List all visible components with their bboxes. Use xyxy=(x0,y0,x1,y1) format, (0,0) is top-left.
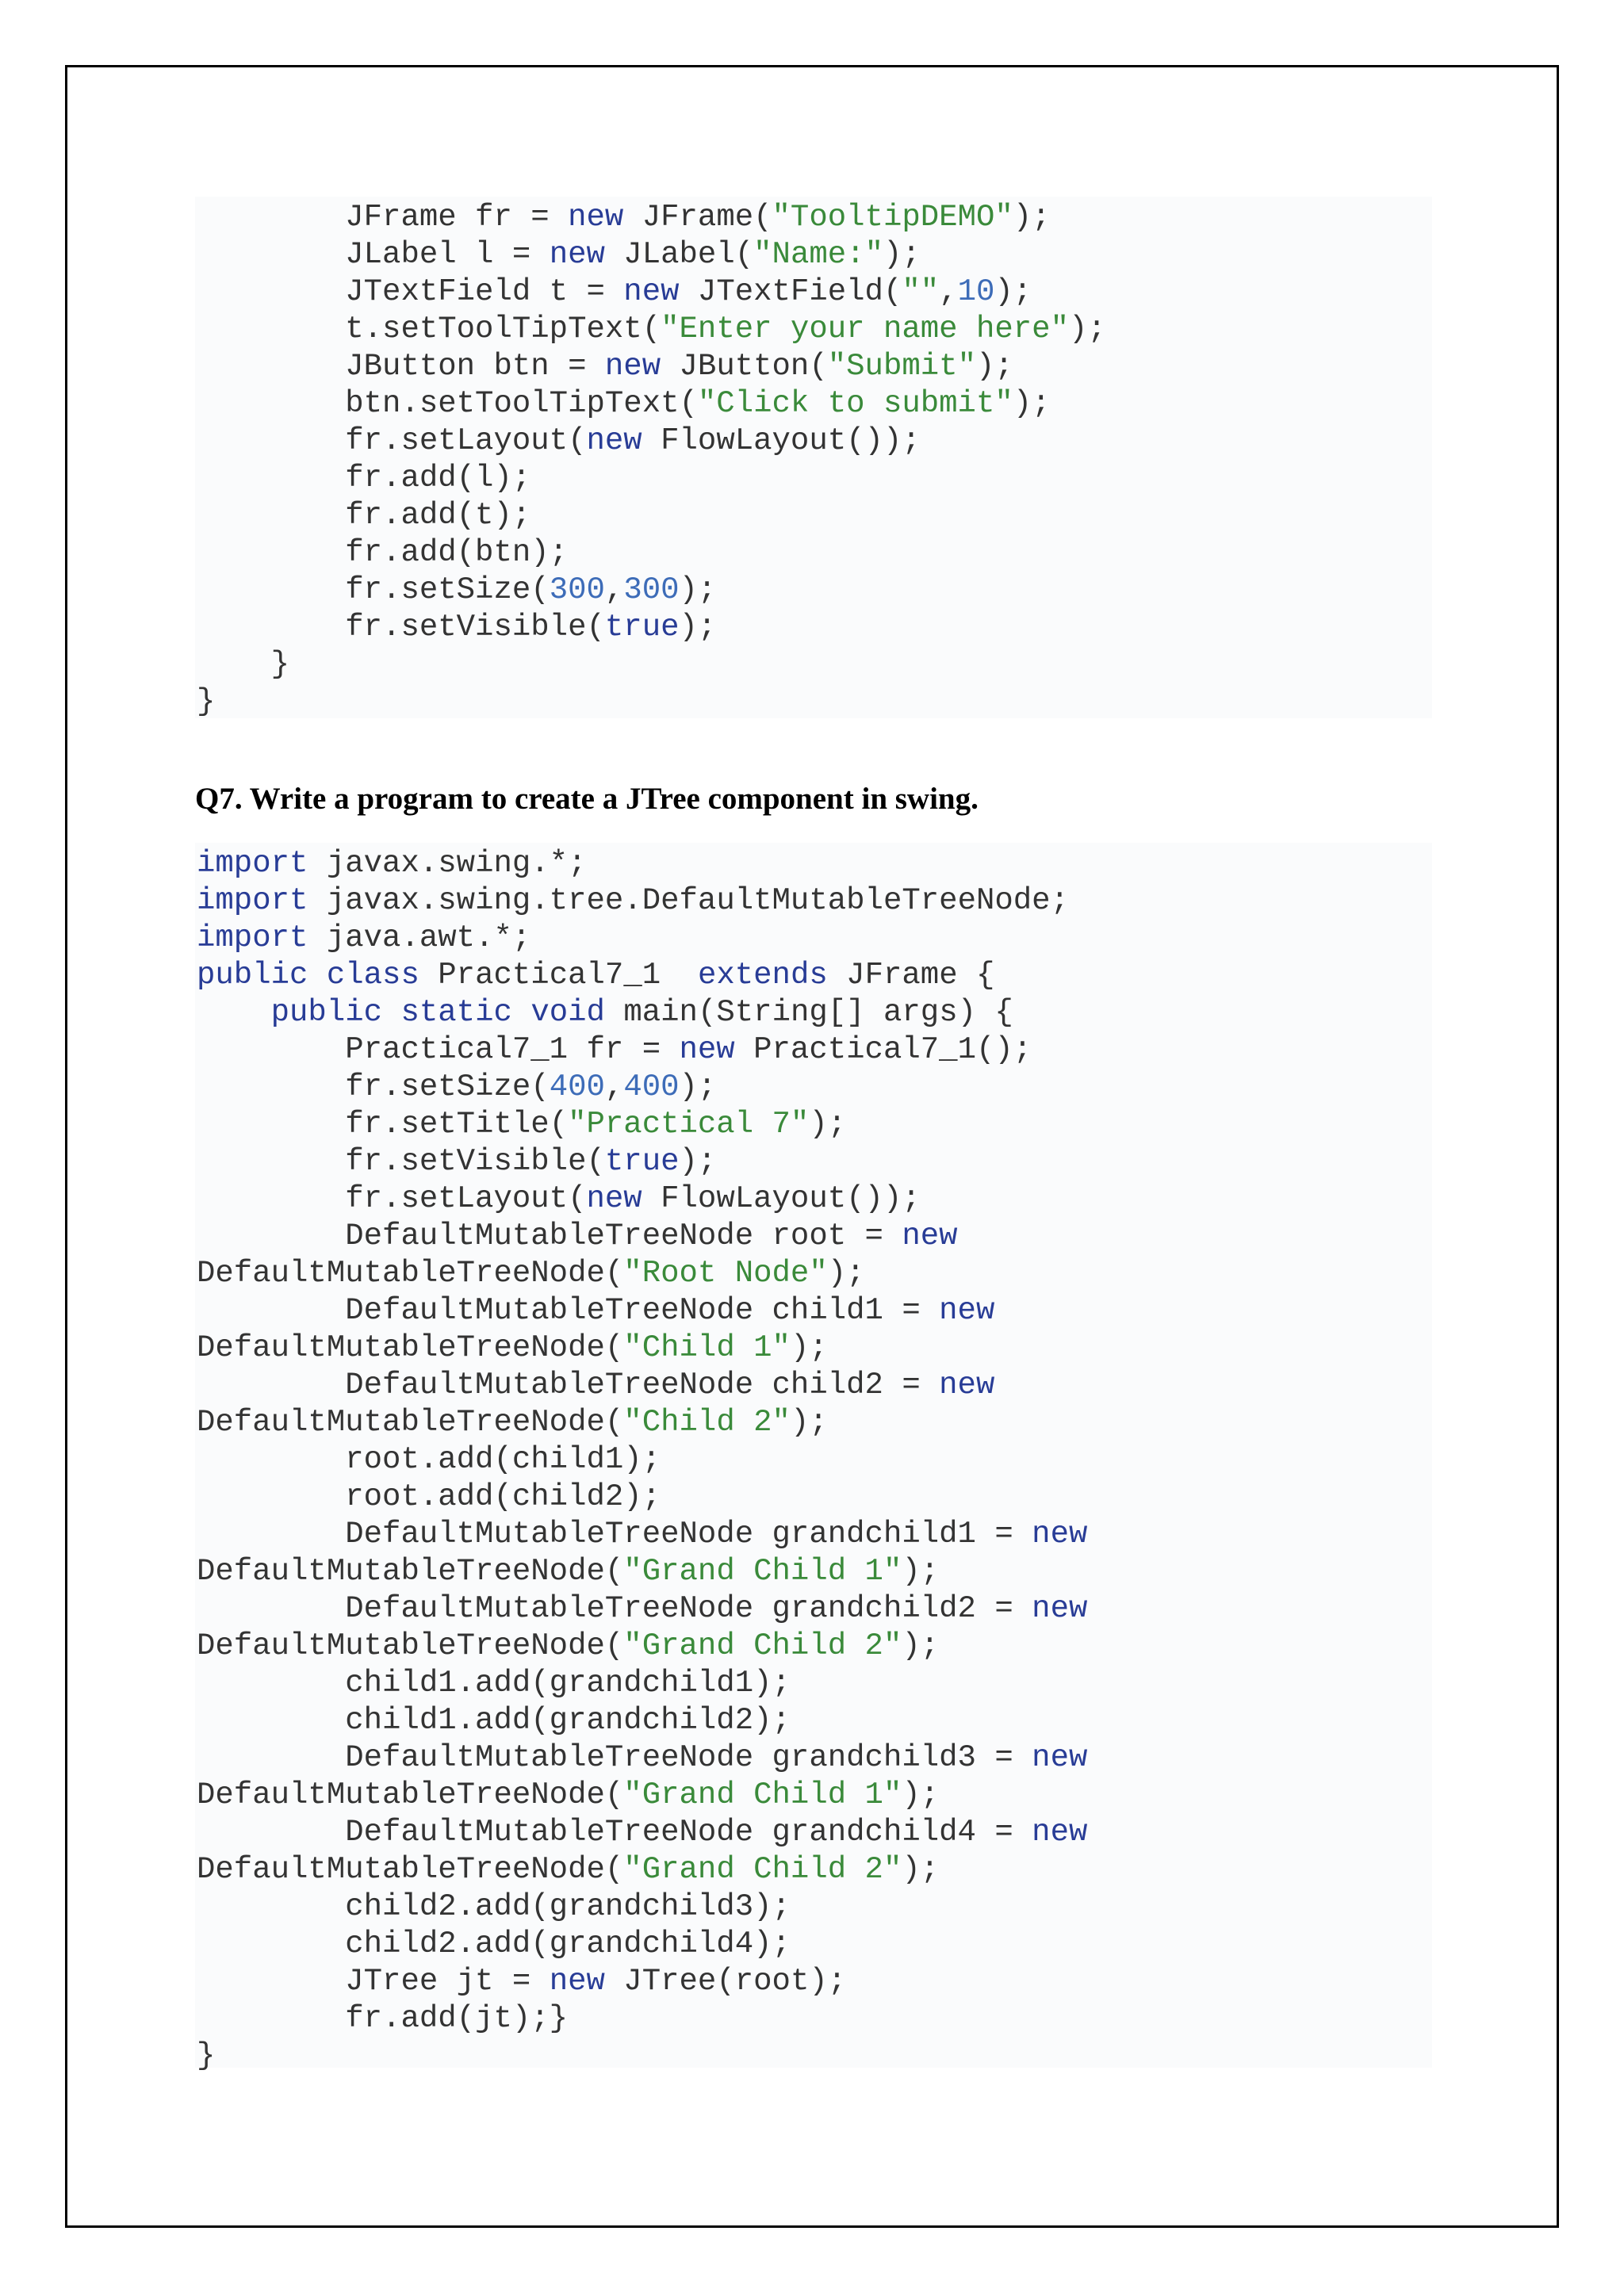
code-token: DefaultMutableTreeNode grandchild2 = xyxy=(197,1591,1032,1626)
code-token-kw: import xyxy=(197,920,308,955)
code-line xyxy=(197,1888,791,1926)
code-token-kw: true xyxy=(604,1144,680,1179)
code-line xyxy=(197,497,530,534)
code-line xyxy=(197,423,921,460)
code-token: main(String[] args) { xyxy=(604,995,1013,1030)
code-line xyxy=(197,460,530,497)
code-line xyxy=(197,1106,846,1143)
code-token: FlowLayout()); xyxy=(642,423,921,458)
code-token: fr.add(l); xyxy=(197,461,531,496)
code-line xyxy=(197,1665,791,1702)
code-token-str: "Enter your name here" xyxy=(661,312,1069,346)
code-line xyxy=(197,1441,661,1479)
code-token: } xyxy=(197,2038,216,2073)
code-line xyxy=(197,957,994,994)
code-token-kw: new xyxy=(1032,1517,1088,1552)
code-token: DefaultMutableTreeNode child2 = xyxy=(197,1368,940,1402)
code-token-str: "Submit" xyxy=(827,349,976,384)
code-token-str: "Grand Child 2" xyxy=(623,1852,902,1887)
code-token-kw: new xyxy=(586,1181,642,1216)
code-token-str: "Practical 7" xyxy=(568,1107,810,1142)
code-token-kw: static xyxy=(400,995,512,1030)
code-token-str: "Click to submit" xyxy=(697,386,1013,421)
code-line xyxy=(197,1739,1087,1777)
code-token: } xyxy=(197,684,216,719)
code-line xyxy=(197,236,921,274)
code-token: JButton btn = xyxy=(197,349,605,384)
code-token: JFrame { xyxy=(827,958,995,993)
code-token: ); xyxy=(975,349,1013,384)
code-line xyxy=(197,1516,1087,1553)
code-line xyxy=(197,1926,791,1963)
code-line xyxy=(197,1702,791,1739)
code-token: DefaultMutableTreeNode grandchild4 = xyxy=(197,1815,1032,1850)
code-token: fr.setSize( xyxy=(197,572,550,607)
code-line xyxy=(197,1218,958,1255)
code-token-str: "Root Node" xyxy=(623,1256,828,1291)
code-token: ); xyxy=(1013,386,1051,421)
code-token: JLabel( xyxy=(604,237,754,272)
code-token: ); xyxy=(1069,312,1106,346)
code-token: } xyxy=(197,647,290,682)
code-line xyxy=(197,1814,1087,1851)
code-token: JTextField( xyxy=(679,274,902,309)
code-line xyxy=(197,920,530,957)
code-token: JTextField t = xyxy=(197,274,624,309)
code-token: JFrame( xyxy=(623,200,772,235)
code-token xyxy=(512,995,530,1030)
code-token: , xyxy=(604,572,624,607)
code-token-kw: import xyxy=(197,883,308,918)
code-token-num: 400 xyxy=(623,1070,680,1104)
code-token-kw: new xyxy=(549,237,605,272)
code-token-str: "Grand Child 1" xyxy=(623,1777,902,1812)
code-line xyxy=(197,1031,1032,1069)
code-line xyxy=(197,1777,939,1814)
code-token: fr.add(btn); xyxy=(197,535,569,570)
code-token: DefaultMutableTreeNode( xyxy=(197,1256,624,1291)
code-line xyxy=(197,1404,828,1441)
code-token: ); xyxy=(790,1405,828,1440)
code-token: ); xyxy=(1013,200,1051,235)
code-line xyxy=(197,994,1013,1031)
code-block-tooltip-demo xyxy=(195,197,1432,718)
code-token: child1.add(grandchild1); xyxy=(197,1666,791,1701)
code-token: DefaultMutableTreeNode( xyxy=(197,1330,624,1365)
code-line xyxy=(197,1963,846,2000)
code-token: fr.setVisible( xyxy=(197,1144,605,1179)
code-token: DefaultMutableTreeNode( xyxy=(197,1554,624,1589)
code-token: DefaultMutableTreeNode( xyxy=(197,1405,624,1440)
code-token-num: 10 xyxy=(957,274,995,309)
code-token: JTree(root); xyxy=(604,1964,847,1999)
code-token-str: "TooltipDEMO" xyxy=(772,200,1013,235)
code-block-jtree xyxy=(195,843,1432,2073)
code-token-kw: void xyxy=(530,995,605,1030)
code-token: , xyxy=(939,274,958,309)
code-token-kw: new xyxy=(1032,1591,1088,1626)
code-token xyxy=(382,995,400,1030)
code-token: , xyxy=(604,1070,624,1104)
code-token: ); xyxy=(902,1777,940,1812)
code-line xyxy=(197,572,716,609)
code-line xyxy=(197,1590,1087,1628)
code-token: fr.setLayout( xyxy=(197,423,587,458)
code-token: fr.setTitle( xyxy=(197,1107,569,1142)
code-token-kw: new xyxy=(939,1368,995,1402)
code-line xyxy=(197,1553,939,1590)
code-line xyxy=(197,1143,716,1181)
code-line xyxy=(197,1628,939,1665)
code-token: root.add(child2); xyxy=(197,1479,661,1514)
code-token-str: "Child 1" xyxy=(623,1330,791,1365)
code-token: ); xyxy=(902,1852,940,1887)
code-line xyxy=(197,1330,828,1367)
code-token-kw: new xyxy=(586,423,642,458)
code-token: fr.setLayout( xyxy=(197,1181,587,1216)
code-token-str: "Grand Child 2" xyxy=(623,1628,902,1663)
code-token: t.setToolTipText( xyxy=(197,312,661,346)
code-token-kw: new xyxy=(939,1293,995,1328)
code-token: child2.add(grandchild4); xyxy=(197,1927,791,1961)
code-line xyxy=(197,882,1069,920)
code-line xyxy=(197,199,1051,236)
code-token: ); xyxy=(809,1107,847,1142)
code-token-num: 300 xyxy=(623,572,680,607)
code-line xyxy=(197,1181,921,1218)
code-token: fr.add(t); xyxy=(197,498,531,533)
code-line xyxy=(197,311,1106,348)
code-token: javax.swing.*; xyxy=(308,846,587,881)
code-line xyxy=(197,2038,215,2075)
code-token: child2.add(grandchild3); xyxy=(197,1889,791,1924)
code-token-kw: new xyxy=(623,274,680,309)
code-line xyxy=(197,1479,661,1516)
code-token: FlowLayout()); xyxy=(642,1181,921,1216)
code-token: Practical7_1 fr = xyxy=(197,1032,680,1067)
code-token-kw: new xyxy=(568,200,624,235)
code-token-kw: import xyxy=(197,846,308,881)
code-token-str: "Name:" xyxy=(753,237,883,272)
code-token: JLabel l = xyxy=(197,237,550,272)
code-token-num: 300 xyxy=(549,572,605,607)
code-token: DefaultMutableTreeNode( xyxy=(197,1777,624,1812)
code-token: Practical7_1(); xyxy=(734,1032,1032,1067)
code-token: child1.add(grandchild2); xyxy=(197,1703,791,1738)
code-token-kw: new xyxy=(902,1219,958,1253)
code-token-kw: public xyxy=(197,958,308,993)
code-line xyxy=(197,274,1032,311)
code-token: ); xyxy=(994,274,1032,309)
code-token-kw: new xyxy=(679,1032,735,1067)
code-token: ); xyxy=(679,610,717,645)
code-token xyxy=(197,995,271,1030)
code-token: DefaultMutableTreeNode grandchild3 = xyxy=(197,1740,1032,1775)
code-token: javax.swing.tree.DefaultMutableTreeNode; xyxy=(308,883,1069,918)
code-token: ); xyxy=(902,1554,940,1589)
code-token: JButton( xyxy=(661,349,828,384)
code-line xyxy=(197,683,215,721)
code-token-kw: public xyxy=(270,995,383,1030)
code-token-kw: new xyxy=(549,1964,605,1999)
code-line xyxy=(197,1069,716,1106)
code-token: DefaultMutableTreeNode root = xyxy=(197,1219,902,1253)
code-token: ); xyxy=(679,1144,717,1179)
code-token: btn.setToolTipText( xyxy=(197,386,698,421)
code-token-str: "" xyxy=(902,274,940,309)
code-token: JFrame fr = xyxy=(197,200,569,235)
code-token: ); xyxy=(679,572,717,607)
code-token-str: "Child 2" xyxy=(623,1405,791,1440)
code-token: root.add(child1); xyxy=(197,1442,661,1477)
code-line xyxy=(197,385,1051,423)
code-token: ); xyxy=(790,1330,828,1365)
question-heading-q7: Q7. Write a program to create a JTree component in swing. xyxy=(195,782,979,816)
code-token xyxy=(308,958,326,993)
code-line xyxy=(197,1851,939,1888)
code-line xyxy=(197,1292,994,1330)
code-token: DefaultMutableTreeNode grandchild1 = xyxy=(197,1517,1032,1552)
code-token: Practical7_1 xyxy=(419,958,698,993)
code-line xyxy=(197,2000,568,2038)
code-line xyxy=(197,609,716,646)
code-line xyxy=(197,348,1013,385)
code-line xyxy=(197,646,289,683)
code-token: fr.setSize( xyxy=(197,1070,550,1104)
code-token-num: 400 xyxy=(549,1070,605,1104)
code-token: fr.setVisible( xyxy=(197,610,605,645)
code-token: DefaultMutableTreeNode child1 = xyxy=(197,1293,940,1328)
code-token-kw: new xyxy=(1032,1740,1088,1775)
code-line xyxy=(197,845,587,882)
code-token: ); xyxy=(883,237,921,272)
code-line xyxy=(197,534,568,572)
code-token: ); xyxy=(902,1628,940,1663)
code-token: DefaultMutableTreeNode( xyxy=(197,1628,624,1663)
code-line xyxy=(197,1367,994,1404)
code-token: JTree jt = xyxy=(197,1964,550,1999)
code-token-kw: class xyxy=(326,958,419,993)
code-token-kw: new xyxy=(604,349,661,384)
code-line xyxy=(197,1255,865,1292)
code-token: DefaultMutableTreeNode( xyxy=(197,1852,624,1887)
code-token: java.awt.*; xyxy=(308,920,531,955)
code-token: ); xyxy=(679,1070,717,1104)
code-token: fr.add(jt);} xyxy=(197,2001,569,2036)
code-token-kw: new xyxy=(1032,1815,1088,1850)
code-token-kw: extends xyxy=(697,958,828,993)
code-token-str: "Grand Child 1" xyxy=(623,1554,902,1589)
code-token-kw: true xyxy=(604,610,680,645)
code-token: ); xyxy=(827,1256,865,1291)
